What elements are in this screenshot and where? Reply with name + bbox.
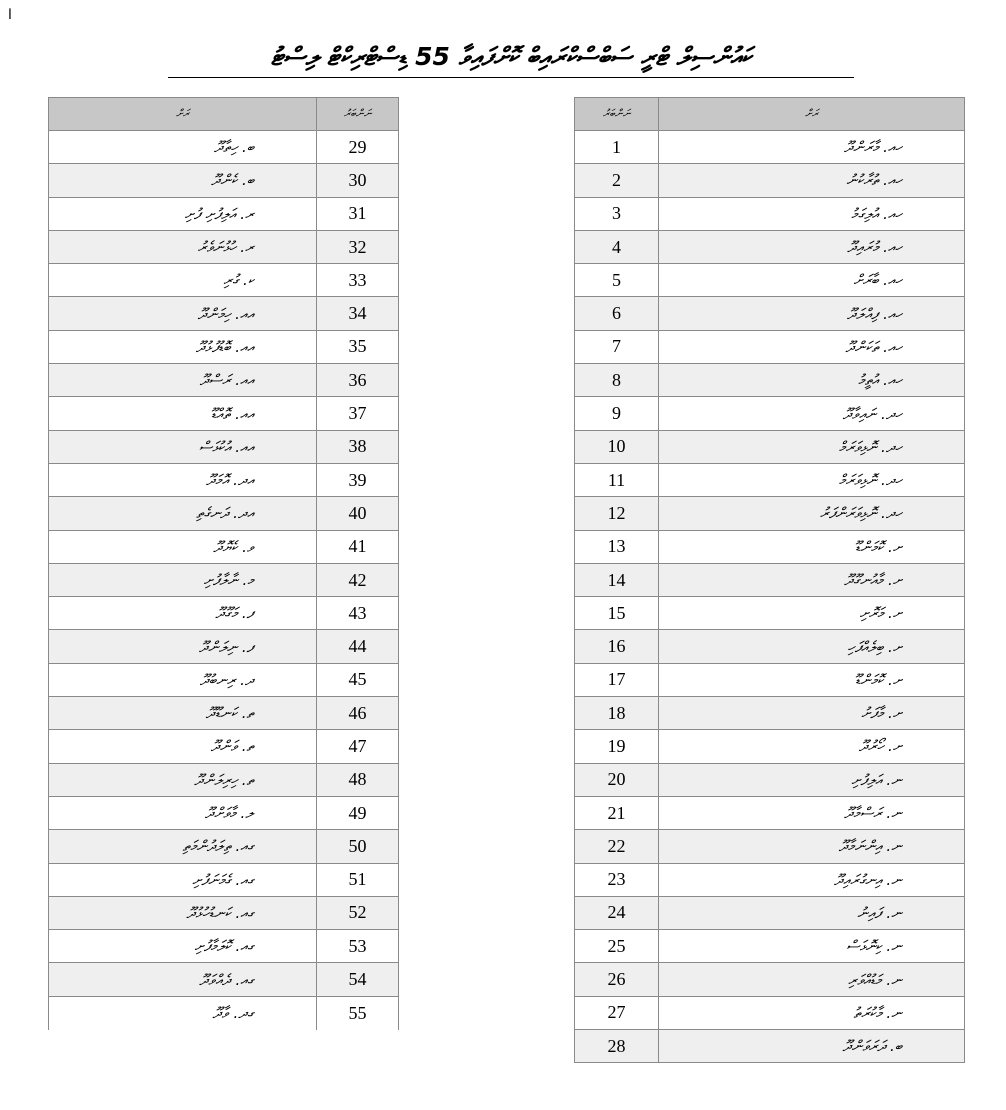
island-name: މ. ނާލާފުށި	[49, 563, 317, 596]
table-row	[575, 796, 965, 829]
row-number: 31	[317, 197, 399, 230]
island-name: ށ. ބިލެއްފަހި	[659, 630, 965, 663]
row-number: 29	[317, 131, 399, 164]
table-row	[575, 563, 965, 596]
table-row	[49, 197, 399, 230]
table-row	[49, 397, 399, 430]
table-row	[575, 863, 965, 896]
table-row	[575, 963, 965, 996]
island-name: ނ. މާކުރަތު	[659, 996, 965, 1029]
column-header-number: ނަންބަރު	[575, 98, 659, 131]
table-row	[49, 830, 399, 863]
row-number: 41	[317, 530, 399, 563]
row-number: 11	[575, 463, 659, 496]
table-row	[49, 697, 399, 730]
island-name: ހއ. މާރަންދޫ	[659, 131, 965, 164]
row-number: 5	[575, 264, 659, 297]
row-number: 55	[317, 996, 399, 1029]
island-name: ގދ. ވާދޫ	[49, 996, 317, 1029]
island-name: ހއ. އުތީމު	[659, 364, 965, 397]
island-name: ހއ. ތުރާކުނު	[659, 164, 965, 197]
table-row	[575, 297, 965, 330]
island-name: ބ. ހިތާދޫ	[49, 131, 317, 164]
island-name: ށ. މަރޮށި	[659, 597, 965, 630]
table-row	[575, 330, 965, 363]
table-row	[575, 197, 965, 230]
island-name: ގއ. ގެމަނަފުށި	[49, 863, 317, 896]
island-name: ހއ. ފިއްލަދޫ	[659, 297, 965, 330]
table-body-right	[575, 131, 965, 1063]
table-row	[575, 697, 965, 730]
island-name: އދ. އޮމަދޫ	[49, 463, 317, 496]
table-row	[49, 497, 399, 530]
island-name: ނ. ކިނޮޅަސް	[659, 930, 965, 963]
table-row	[575, 397, 965, 430]
table-row	[49, 131, 399, 164]
row-number: 47	[317, 730, 399, 763]
island-name: އދ. ދަނގެތި	[49, 497, 317, 530]
row-number: 38	[317, 430, 399, 463]
island-table-left	[48, 97, 399, 1030]
table-row	[575, 164, 965, 197]
table-row	[575, 996, 965, 1029]
row-number: 28	[575, 1030, 659, 1063]
island-name: ހއ. އުލިގަމު	[659, 197, 965, 230]
island-name: ފ. ނިލަންދޫ	[49, 630, 317, 663]
island-name: ލ. މާވަށްދޫ	[49, 796, 317, 829]
island-table-right	[574, 97, 965, 1063]
island-name: ތ. ކަނޑޫދޫ	[49, 697, 317, 730]
island-name: އއ. ހިމަންދޫ	[49, 297, 317, 330]
table-row	[575, 630, 965, 663]
row-number: 51	[317, 863, 399, 896]
island-name: ށ. މާފަށު	[659, 697, 965, 730]
row-number: 30	[317, 164, 399, 197]
island-name: ގއ. ދެއްވަދޫ	[49, 963, 317, 996]
island-name: އއ. އުކުޅަސް	[49, 430, 317, 463]
row-number: 52	[317, 896, 399, 929]
table-row	[49, 297, 399, 330]
table-row	[49, 463, 399, 496]
island-name: އއ. ތޮއްޑޫ	[49, 397, 317, 430]
island-name: ނ. އަލިފުށި	[659, 763, 965, 796]
table-header-row	[49, 98, 399, 131]
row-number: 36	[317, 364, 399, 397]
row-number: 2	[575, 164, 659, 197]
row-number: 19	[575, 730, 659, 763]
island-name: ހއ. ތަކަންދޫ	[659, 330, 965, 363]
row-number: 43	[317, 597, 399, 630]
table-row	[49, 330, 399, 363]
corner-mark: ا	[8, 6, 12, 22]
row-number: 40	[317, 497, 399, 530]
row-number: 45	[317, 663, 399, 696]
island-name: ވ. ކެޔޮދޫ	[49, 530, 317, 563]
table-row	[49, 963, 399, 996]
table-body-left	[49, 131, 399, 1030]
row-number: 33	[317, 264, 399, 297]
row-number: 27	[575, 996, 659, 1029]
island-name: އއ. ބޮޑުފުޅުދޫ	[49, 330, 317, 363]
row-number: 42	[317, 563, 399, 596]
row-number: 16	[575, 630, 659, 663]
row-number: 23	[575, 863, 659, 896]
island-name: ހއ. މުރައިދޫ	[659, 230, 965, 263]
table-row	[49, 230, 399, 263]
island-name: ހދ. ނޮޅިވަރަންފަރު	[659, 497, 965, 530]
row-number: 9	[575, 397, 659, 430]
table-row	[575, 930, 965, 963]
row-number: 34	[317, 297, 399, 330]
row-number: 46	[317, 697, 399, 730]
table-row	[575, 663, 965, 696]
table-row	[575, 763, 965, 796]
island-name: ނ. އިނގުރައިދޫ	[659, 863, 965, 896]
island-name: ށ. ކޮމަންޑޫ	[659, 663, 965, 696]
table-row	[575, 430, 965, 463]
island-name: ގއ. ތިލަދުންމަތި	[49, 830, 317, 863]
island-name: ނ. ރަސްމާދޫ	[659, 796, 965, 829]
row-number: 12	[575, 497, 659, 530]
island-name: ދ. ރިނބުދޫ	[49, 663, 317, 696]
table-row	[49, 364, 399, 397]
island-name: ރ. އަލިފުށި ފުށި	[49, 197, 317, 230]
island-name: ށ. ކޮމަންޑޫ	[659, 530, 965, 563]
row-number: 53	[317, 930, 399, 963]
column-header-name: ރަށް	[659, 98, 965, 131]
column-header-name: ރަށް	[49, 98, 317, 131]
table-row	[49, 996, 399, 1029]
row-number: 44	[317, 630, 399, 663]
table-row	[575, 463, 965, 496]
row-number: 24	[575, 896, 659, 929]
row-number: 32	[317, 230, 399, 263]
table-row	[49, 597, 399, 630]
row-number: 25	[575, 930, 659, 963]
table-row	[575, 230, 965, 263]
island-name: ތ. ވަންދޫ	[49, 730, 317, 763]
table-row	[49, 563, 399, 596]
row-number: 18	[575, 697, 659, 730]
row-number: 22	[575, 830, 659, 863]
column-header-number: ނަންބަރު	[317, 98, 399, 131]
table-row	[49, 863, 399, 896]
island-name: ށ. މާއުނގޫދޫ	[659, 563, 965, 596]
table-row	[49, 896, 399, 929]
island-name: ނ. އިންނަމާދޫ	[659, 830, 965, 863]
row-number: 37	[317, 397, 399, 430]
row-number: 15	[575, 597, 659, 630]
island-name: ނ. ފައިނު	[659, 896, 965, 929]
table-row	[49, 663, 399, 696]
table-row	[49, 930, 399, 963]
row-number: 49	[317, 796, 399, 829]
row-number: 35	[317, 330, 399, 363]
row-number: 4	[575, 230, 659, 263]
island-name: ރ. ހުޅުނަވެރު	[49, 230, 317, 263]
table-row	[49, 796, 399, 829]
island-name: އއ. ރަސްދޫ	[49, 364, 317, 397]
table-row	[575, 597, 965, 630]
table-row	[575, 830, 965, 863]
island-name: ގއ. ކޮލަމާފުށި	[49, 930, 317, 963]
row-number: 6	[575, 297, 659, 330]
row-number: 10	[575, 430, 659, 463]
table-row	[49, 264, 399, 297]
island-name: ހދ. ނޮޅިވަރަމް	[659, 430, 965, 463]
row-number: 50	[317, 830, 399, 863]
island-name: ތ. ހިރިލަންދޫ	[49, 763, 317, 796]
row-number: 48	[317, 763, 399, 796]
row-number: 54	[317, 963, 399, 996]
table-row	[49, 730, 399, 763]
island-name: ފ. މަގޫދޫ	[49, 597, 317, 630]
table-row	[575, 1030, 965, 1063]
row-number: 14	[575, 563, 659, 596]
island-name: ހދ. ނައިވާދޫ	[659, 397, 965, 430]
table-row	[575, 497, 965, 530]
table-row	[575, 131, 965, 164]
table-row	[49, 530, 399, 563]
row-number: 3	[575, 197, 659, 230]
island-name: ގއ. ކަނޑުހުޅުދޫ	[49, 896, 317, 929]
table-row	[49, 164, 399, 197]
table-row	[575, 896, 965, 929]
row-number: 20	[575, 763, 659, 796]
island-name: ށ. ހޯރުދޫ	[659, 730, 965, 763]
table-row	[575, 364, 965, 397]
island-name: ކ. ގުރި	[49, 264, 317, 297]
table-row	[575, 530, 965, 563]
row-number: 13	[575, 530, 659, 563]
island-name: ހއ. ބާރަށް	[659, 264, 965, 297]
table-row	[49, 763, 399, 796]
table-row	[49, 630, 399, 663]
row-number: 1	[575, 131, 659, 164]
table-row	[49, 430, 399, 463]
island-name: ބ. ކެންދޫ	[49, 164, 317, 197]
island-name: ހދ. ނޮޅިވަރަމް	[659, 463, 965, 496]
row-number: 39	[317, 463, 399, 496]
row-number: 8	[575, 364, 659, 397]
table-row	[575, 730, 965, 763]
table-row	[575, 264, 965, 297]
row-number: 17	[575, 663, 659, 696]
row-number: 7	[575, 330, 659, 363]
row-number: 26	[575, 963, 659, 996]
row-number: 21	[575, 796, 659, 829]
island-name: ބ. ދަރަވަންދޫ	[659, 1030, 965, 1063]
table-header-row	[575, 98, 965, 131]
page-title: ކައުންސިލް ޓްރީ ސަބްސްކްރައިބް ކޮށްފައިވާ 55 ޑިސްޓްރިކްޓް ލިސްޓު	[168, 36, 854, 78]
island-name: ނ. މަޑުއްވަރި	[659, 963, 965, 996]
